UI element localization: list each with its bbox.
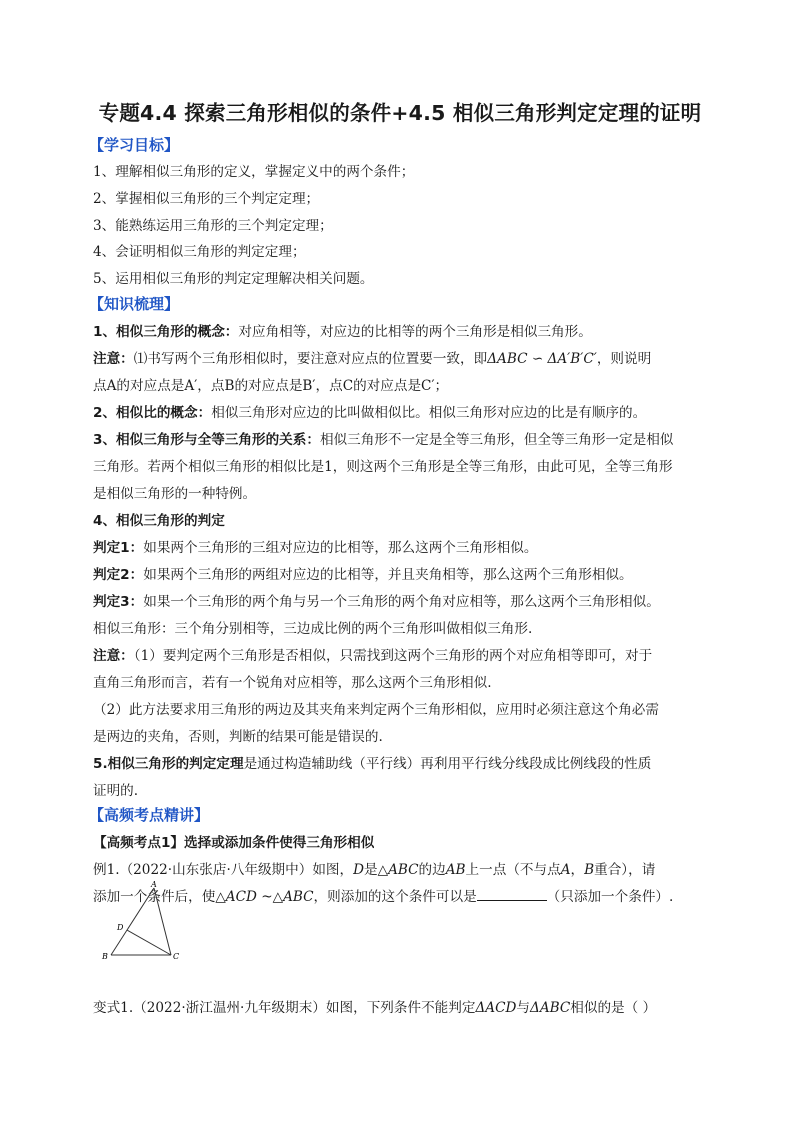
criterion-1-text: 如果两个三角形的三组对应边的比相等，那么这两个三角形相似。 (143, 540, 538, 556)
goal-item-4: 4、会证明相似三角形的判定定理； (93, 244, 306, 260)
criterion-3-label: 判定3： (93, 594, 144, 610)
segment-cd (127, 930, 171, 955)
label-c: C (173, 952, 180, 961)
similar-definition: 相似三角形：三个角分别相等，三边成比例的两个三角形叫做相似三角形. (93, 621, 533, 637)
criterion-3-text: 如果一个三角形的两个角与另一个三角形的两个角对应相等，那么这两个三角形相似。 (143, 594, 660, 610)
proof-text: 是通过构造辅助线（平行线）再利用平行线分线段成比例线段的性质 (243, 756, 652, 772)
criterion-1-label: 判定1： (93, 540, 144, 556)
answer-blank (477, 888, 547, 901)
learning-goals-heading: 【学习目标】 (89, 136, 180, 154)
proof-line2: 证明的. (93, 783, 139, 799)
ex1-text-e: ， (570, 862, 585, 878)
label-b: B (102, 952, 108, 961)
goal-item-5: 5、运用相似三角形的判定定理解决相关问题。 (93, 271, 374, 287)
ex1-line2-text-a: 添加一个条件后，使 (93, 889, 216, 905)
exam-points-heading: 【高频考点精讲】 (89, 806, 210, 824)
note2-line2: 直角三角形而言，若有一个锐角对应相等，那么这两个三角形相似. (93, 675, 492, 691)
side-ab (111, 888, 154, 955)
note3-line1: （2）此方法要求用三角形的两边及其夹角来判定两个三角形相似，应用时必须注意这个角必需 (93, 702, 659, 718)
goal-item-3: 3、能熟练运用三角形的三个判定定理； (93, 218, 333, 234)
knowledge-heading: 【知识梳理】 (89, 295, 180, 313)
ex1-line2-text-b: ，则添加的这个条件可以是 (313, 889, 477, 905)
var1-text-b: 与 (516, 1000, 530, 1016)
criteria-label: 4、相似三角形的判定 (93, 513, 225, 529)
ratio-label: 2、相似比的概念： (93, 405, 212, 421)
ex1-math-abc: △ABC (377, 862, 419, 878)
proof-line1 (93, 755, 651, 773)
ratio-paragraph (93, 404, 646, 422)
ex1-math-ab: AB (445, 862, 466, 878)
criterion-2-text: 如果两个三角形的两组对应边的比相等，并且夹角相等，那么这两个三角形相似。 (143, 567, 633, 583)
side-ac (154, 888, 171, 955)
topic1-heading (93, 834, 374, 852)
note2-text: （1）要判定两个三角形是否相似，只需找到这两个三角形的两个对应角相等即可，对于 (133, 648, 653, 664)
ex1-text-f: 重合），请 (594, 862, 656, 878)
relation-label: 3、相似三角形与全等三角形的关系： (93, 432, 320, 448)
ex1-math-a: A (560, 862, 571, 878)
criterion-3 (93, 593, 660, 611)
var1-text-a: 变式1.（2022·浙江温州·九年级期末）如图，下列条件不能判定 (93, 1000, 476, 1016)
page-title: 专题4.4 探索三角形相似的条件+4.5 相似三角形判定定理的证明 (98, 101, 702, 125)
relation-line3: 是相似三角形的一种特例。 (93, 486, 257, 502)
var1-math-abc: ΔABC (530, 1000, 571, 1016)
note1-line2: 点A的对应点是A′，点B的对应点是B′，点C的对应点是C′； (93, 378, 449, 394)
note2-label: 注意： (93, 648, 134, 664)
var1-text-c: 相似的是（ ） (570, 1000, 657, 1016)
criterion-2-label: 判定2： (93, 567, 144, 583)
note1-tail: ，则说明 (596, 351, 652, 367)
ex1-line2-math: △ACD ~△ABC (215, 889, 314, 905)
var1-math-acd: ΔACD (475, 1000, 517, 1016)
ex1-text-c: 的边 (418, 862, 446, 878)
triangle-figure (98, 878, 188, 964)
label-d: D (117, 923, 124, 932)
ex1-math-d: D (353, 862, 365, 878)
ex1-text-a: 例1.（2022·山东张店·八年级期中）如图， (93, 862, 354, 878)
goal-item-2: 2、掌握相似三角形的三个判定定理； (93, 191, 320, 207)
criterion-1 (93, 539, 537, 557)
note1-label: 注意： (93, 351, 134, 367)
concept-label: 1、相似三角形的概念： (93, 324, 239, 340)
goal-item-1: 1、理解相似三角形的定义，掌握定义中的两个条件； (93, 164, 415, 180)
ex1-text-b: 是 (364, 862, 378, 878)
example1-line1 (93, 861, 655, 879)
relation-line1 (93, 431, 673, 449)
note1-text: ⑴书写两个三角形相似时，要注意对应点的位置要一致，即 (133, 351, 488, 367)
ratio-text: 相似三角形对应边的比叫做相似比。相似三角形对应边的比是有顺序的。 (211, 405, 647, 421)
note3-line2: 是两边的夹角，否则，判断的结果可能是错误的. (93, 729, 383, 745)
variant1-line (93, 999, 656, 1017)
relation-text: 相似三角形不一定是全等三角形，但全等三角形一定是相似 (319, 432, 674, 448)
ex1-line2-text-c: （只添加一个条件）. (546, 889, 674, 905)
relation-line2: 三角形。若两个相似三角形的相似比是1，则这两个三角形是全等三角形，由此可见，全等三角形 (93, 459, 673, 475)
concept-text: 对应角相等，对应边的比相等的两个三角形是相似三角形。 (238, 324, 592, 340)
ex1-math-b: B (584, 862, 595, 878)
note1-line1 (93, 350, 651, 368)
criterion-2 (93, 566, 633, 584)
concept-paragraph (93, 323, 592, 341)
criteria-heading (93, 512, 225, 530)
ex1-text-d: 上一点（不与点 (465, 862, 561, 878)
label-a: A (151, 880, 157, 889)
proof-label: 5.相似三角形的判定定理 (93, 756, 244, 772)
topic1-label: 【高频考点1】选择或添加条件使得三角形相似 (93, 835, 375, 851)
note2-line1 (93, 647, 652, 665)
similarity-notation: ΔABC ∽ ΔA′B′C′ (487, 351, 597, 367)
